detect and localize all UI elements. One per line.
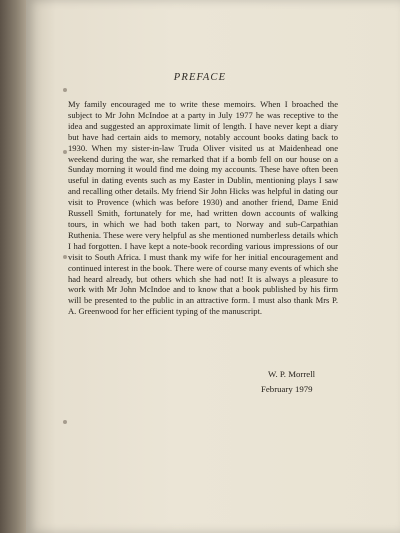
preface-date: February 1979: [261, 384, 313, 394]
page-speck: [63, 88, 67, 92]
page-speck: [63, 255, 67, 259]
preface-heading: PREFACE: [173, 72, 227, 83]
author-signature: W. P. Morrell: [268, 369, 316, 379]
preface-body: My family encouraged me to write these memoirs. When I broached the subject to Mr John McIndoe at a party in July 1977 he was receptive to the idea and suggested an approximate limit of length. I have never kept a diary but have had certain aids to memory, notably account books dating back to 1930. When my sister-in-law Truda Oliver visited us at Maidenhead one weekend during the war, she remarked that if a bomb fell on our house on a Sunday morning it would find me doing my accounts. These have often been useful in dating events such as my Easter in Dublin, mentioning plays I saw and recalling other details. My friend Sir John Hicks was helpful in dating our visit to Provence (which was before 1930) and another friend, Dame Enid Russell Smith, fortunately for me, had written down accounts of walking tours, in which we had both taken part, to Norway and sub-Carpathian Ruthenia. These were very helpful as she mentioned numberless details which I had forgotten. I have kept a note-book recording various impressions of our visit to South Africa. I must thank my wife for her initial encouragement and continued interest in the book. There were of course many events of which she had heard already, but others which she had not! It is always a pleasure to work with Mr John McIndoe and to know that a book published by his firm will be presented to the public in an attractive form. I must also thank Mrs P. A. Greenwood for her efficient typing of the manuscript.: [68, 99, 338, 317]
page-speck: [63, 150, 67, 154]
page-speck: [63, 420, 67, 424]
